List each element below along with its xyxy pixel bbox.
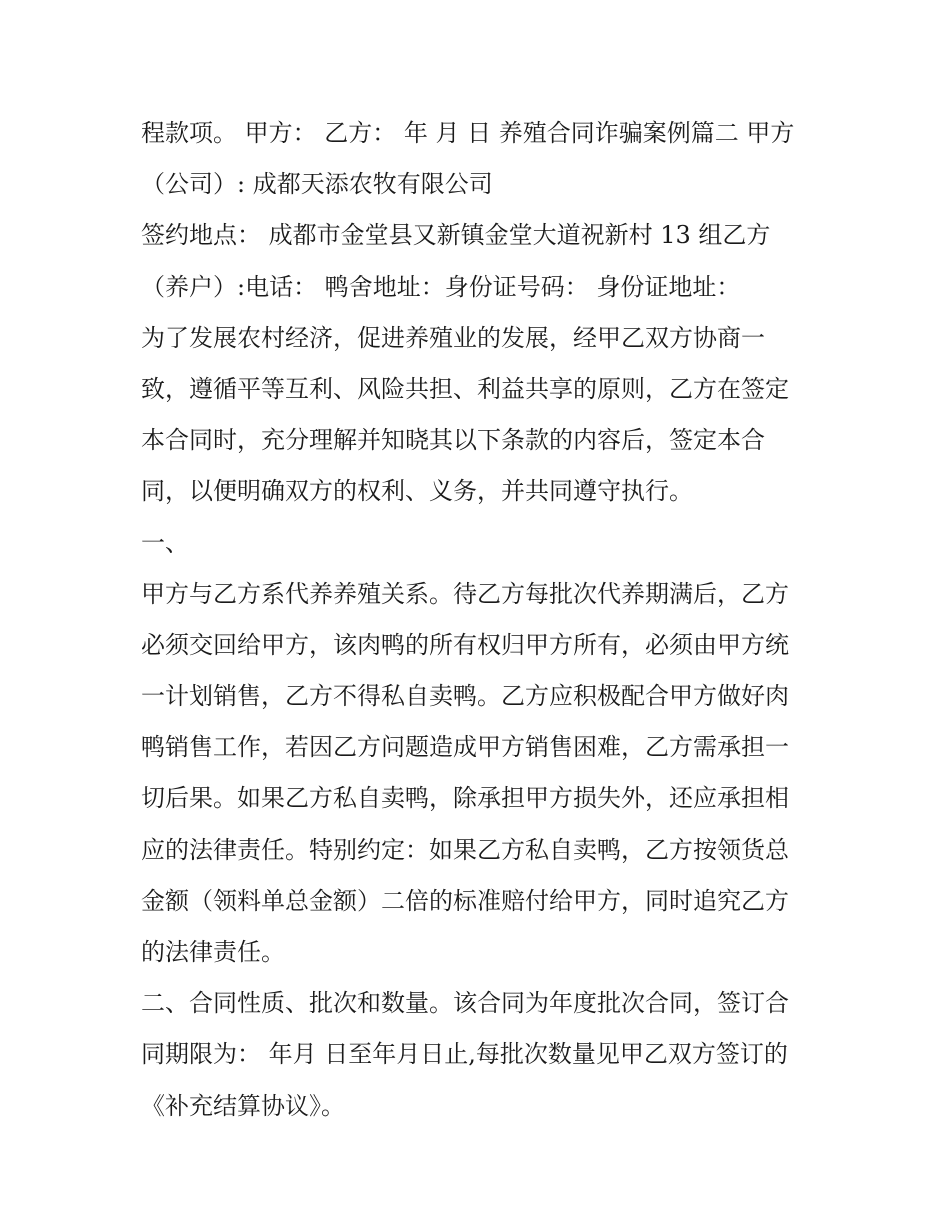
text-line: 必须交回给甲方，该肉鸭的所有权归甲方所有，必须由甲方统 [141, 630, 789, 659]
text-line: 的法律责任。 [141, 938, 285, 966]
text-line: （养户）:电话： 鸭舍地址：身份证号码： 身份证地址： [141, 272, 741, 301]
text-line: 为了发展农村经济，促进养殖业的发展，经甲乙双方协商一 [141, 323, 765, 352]
text-line: 金额（领料单总金额）二倍的标准赔付给甲方，同时追究乙方 [141, 886, 789, 915]
text-line: 致，遵循平等互利、风险共担、利益共享的原则，乙方在签定 [141, 374, 789, 403]
text-line: 程款项。 甲方： 乙方： 年 月 日 养殖合同诈骗案例篇二 甲方 [141, 119, 795, 147]
text-line: 切后果。如果乙方私自卖鸭，除承担甲方损失外，还应承担相 [141, 784, 789, 813]
text-line: 本合同时，充分理解并知晓其以下条款的内容后，签定本合 [141, 426, 765, 455]
text-line: 应的法律责任。特别约定：如果乙方私自卖鸭，乙方按领货总 [141, 835, 789, 864]
text-line: 甲方与乙方系代养养殖关系。待乙方每批次代养期满后，乙方 [141, 579, 789, 608]
text-line: 一计划销售，乙方不得私自卖鸭。乙方应积极配合甲方做好肉 [141, 682, 789, 711]
text-line: 签约地点： 成都市金堂县又新镇金堂大道祝新村 13 组乙方 [141, 221, 771, 250]
text-line: 同期限为： 年月 日至年月日止,每批次数量见甲乙双方签订的 [141, 1040, 788, 1069]
document-body [141, 108, 821, 1132]
section-heading: 一、 [141, 528, 189, 557]
text-line: 鸭销售工作，若因乙方问题造成甲方销售困难，乙方需承担一 [141, 733, 789, 762]
text-line: 同，以便明确双方的权利、义务，并共同遵守执行。 [141, 477, 693, 506]
text-line: 《补充结算协议》。 [141, 1091, 345, 1120]
text-line: 二、合同性质、批次和数量。该合同为年度批次合同，签订合 [141, 989, 789, 1018]
text-line: （公司）: 成都天添农牧有限公司 [141, 170, 493, 199]
